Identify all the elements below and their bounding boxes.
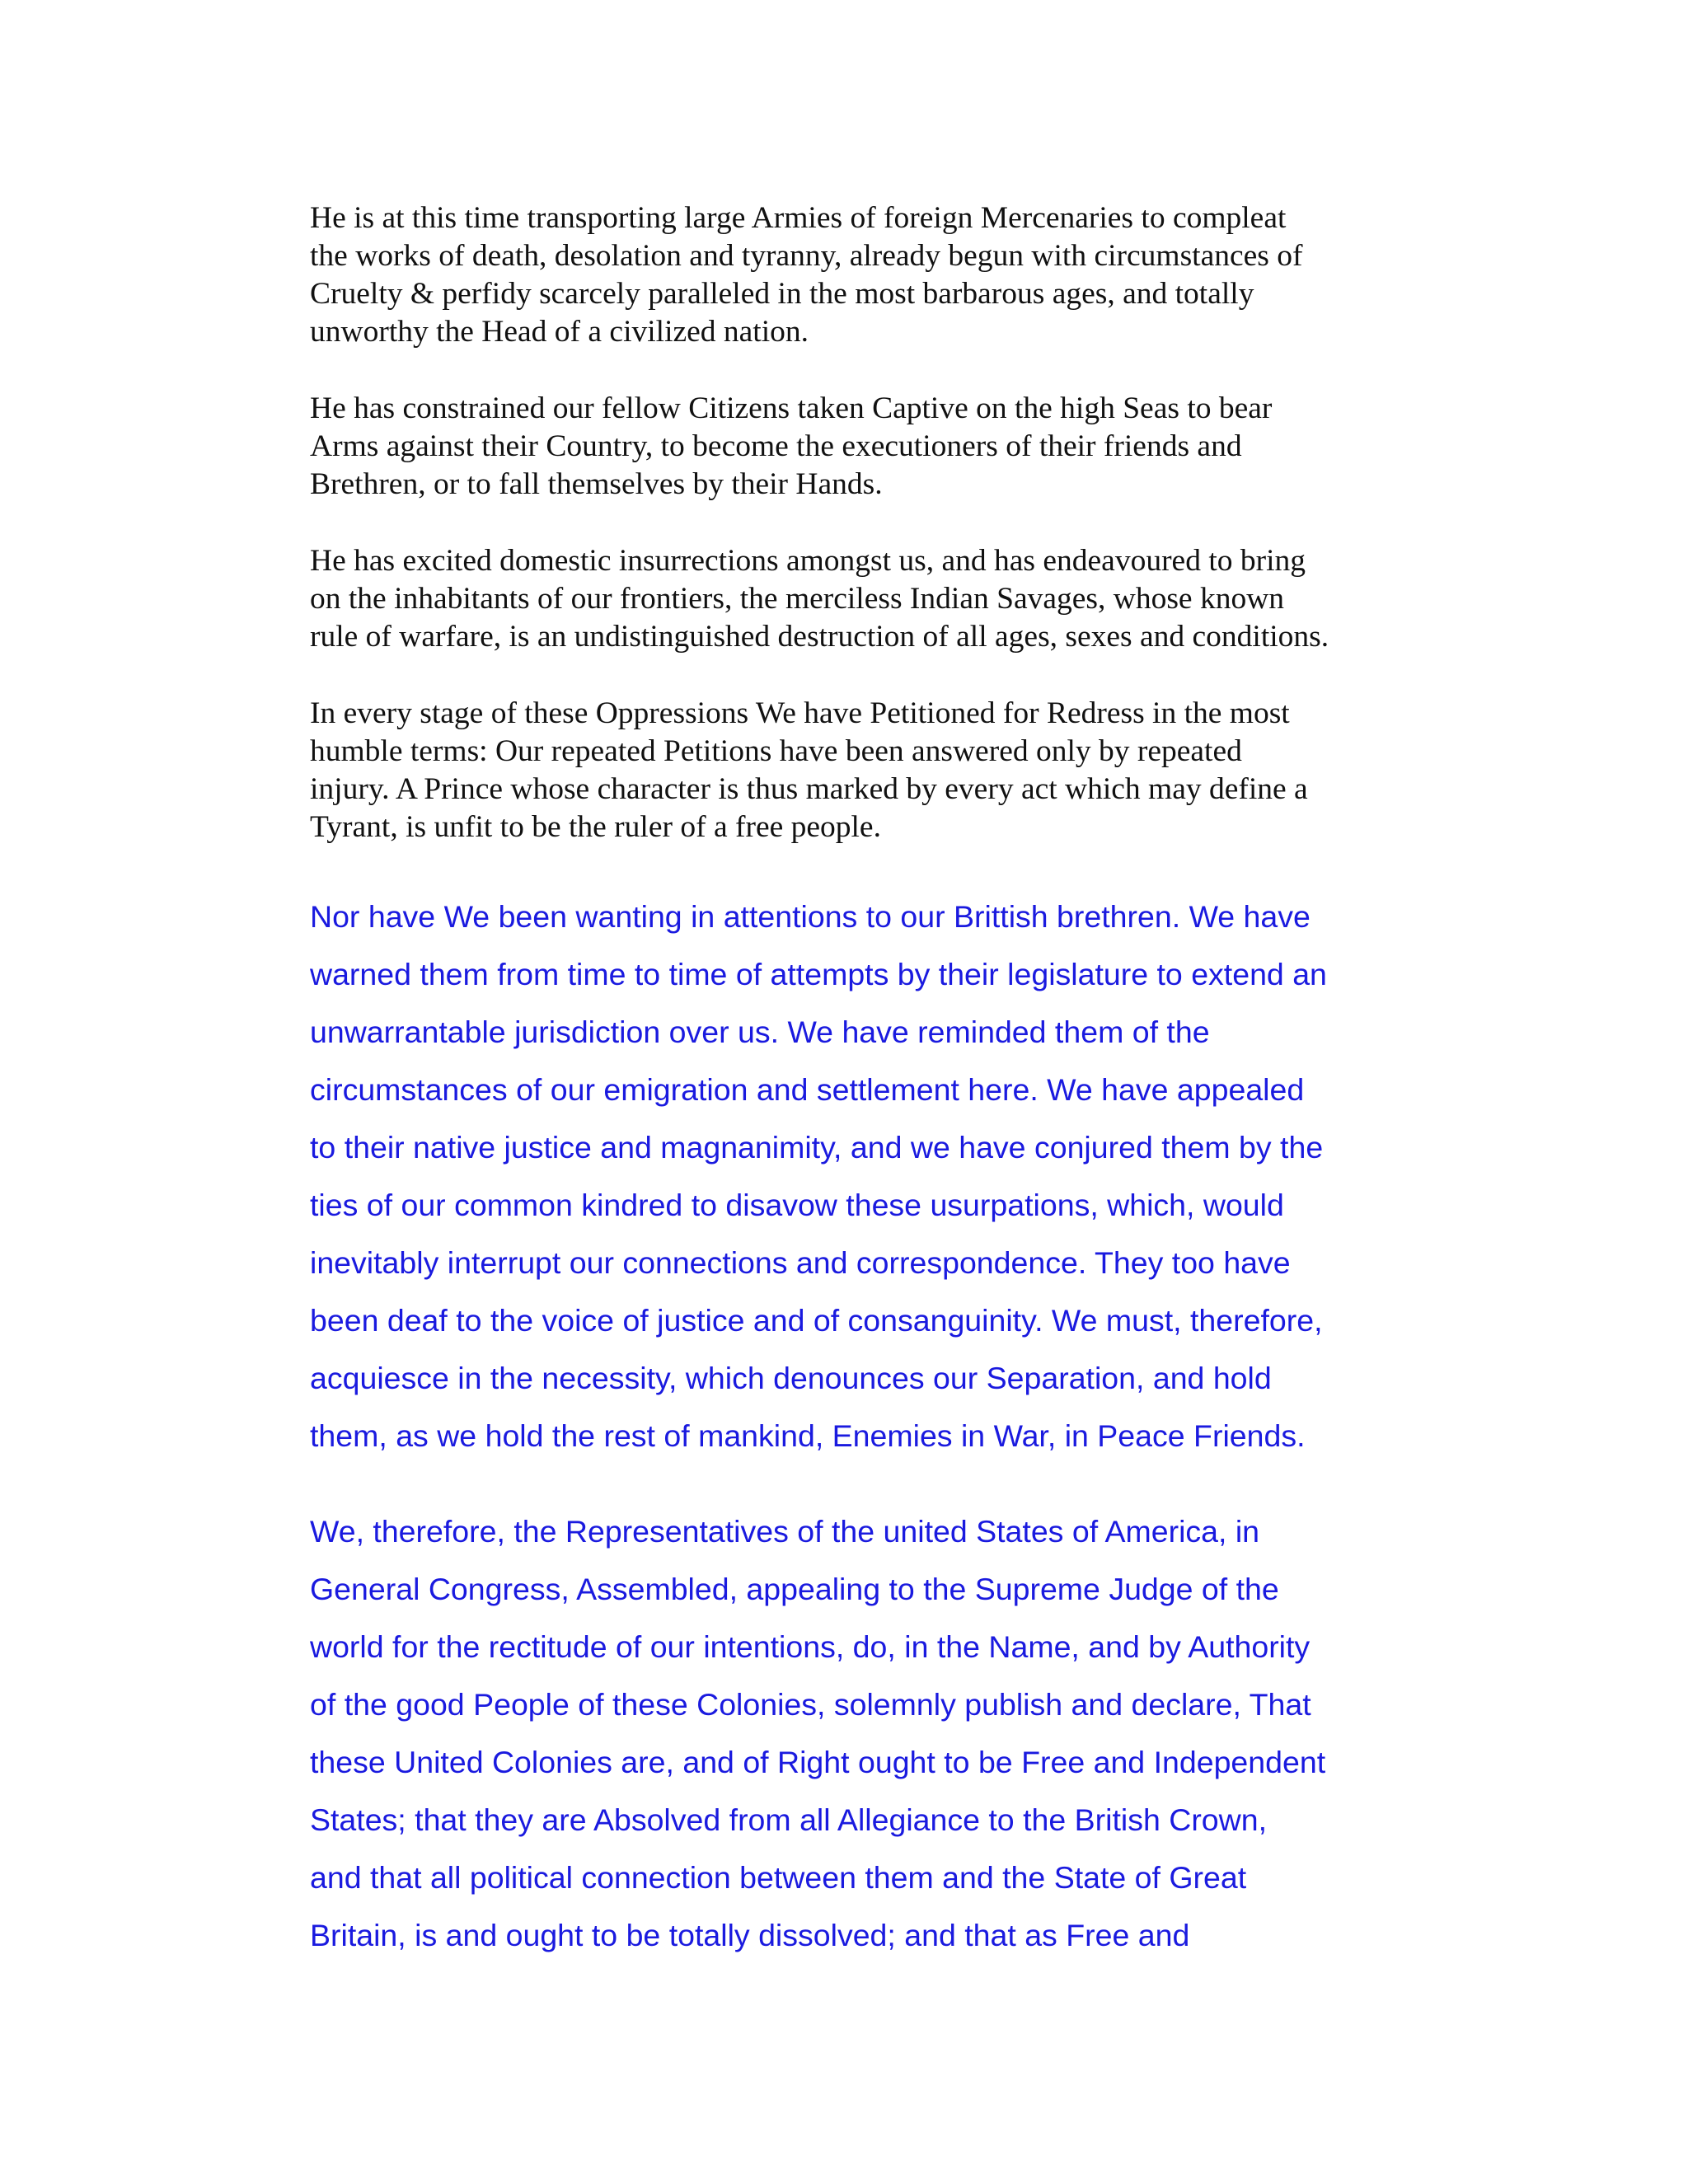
- paragraph-declaration-of-independence: We, therefore, the Representatives of the united States of America, in General Congress, Assembled, appealing to the Supreme Judge of the world for the rectitude of our intentions, do, in the Name, and by Authority of the good People of these Colonies, solemnly publish and declare, That these United Colonies are, and of Right ought to be Free and Independent States; that they are Absolved from all Allegiance to the British Crown, and that all political connection between them and the State of Great Britain, is and ought to be totally dissolved; and that as Free and: [310, 1514, 1326, 1952]
- paragraph-petitions-for-redress: In every stage of these Oppressions We have Petitioned for Redress in the most humble terms: Our repeated Petitions have been answered only by repeated injury. A Prince whose character is thus marked by every act which may define a Tyrant, is unfit to be the ruler of a free people.: [310, 696, 1308, 844]
- paragraph-captive-citizens: He has constrained our fellow Citizens taken Captive on the high Seas to bear Arms against their Country, to become the executioners of their friends and Brethren, or to fall themselves by their Hands.: [310, 391, 1273, 501]
- paragraph-domestic-insurrections: He has excited domestic insurrections amongst us, and has endeavoured to bring on the inhabitants of our frontiers, the merciless Indian Savages, whose known rule of warfare, is an undistinguished destruction of all ages, sexes and conditions.: [310, 544, 1329, 654]
- paragraph-british-brethren: Nor have We been wanting in attentions to our Brittish brethren. We have warned them from time to time of attempts by their legislature to extend an unwarrantable jurisdiction over us. We have reminded them of the circumstances of our emigration and settlement here. We have appealed to their native justice and magnanimity, and we have conjured them by the ties of our common kindred to disavow these usurpations, which, would inevitably interrupt our connections and correspondence. They too have been deaf to the voice of justice and of consanguinity. We must, therefore, acquiesce in the necessity, which denounces our Separation, and hold them, as we hold the rest of mankind, Enemies in War, in Peace Friends.: [310, 899, 1327, 1453]
- paragraph-foreign-mercenaries: He is at this time transporting large Armies of foreign Mercenaries to compleat the works of death, desolation and tyranny, already begun with circumstances of Cruelty & perfidy scarcely paralleled in the most barbarous ages, and totally unworthy the Head of a civilized nation.: [310, 201, 1303, 349]
